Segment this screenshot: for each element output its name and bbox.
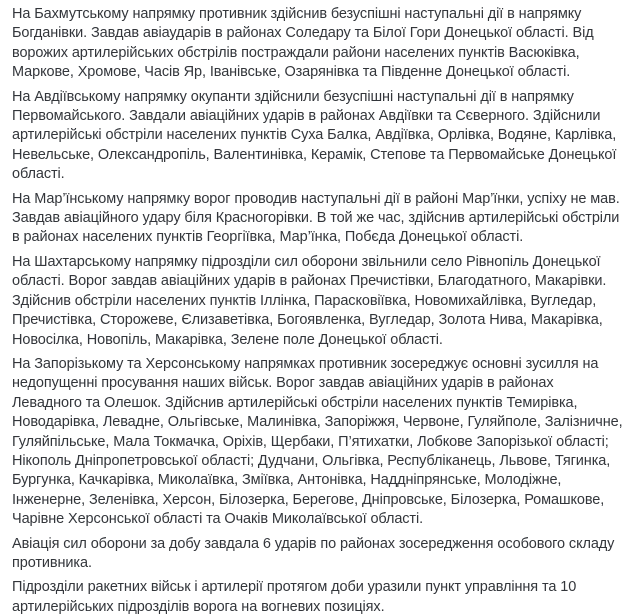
paragraph-zaporizhzhia-kherson-direction: На Запорізькому та Херсонському напрямках противник зосереджує основні зусилля на недопущенні просування наших військ. Ворог завдав авіаційних ударів в районах Левадного та Олешок. Здійснив артилерійські обстріли населених пунктів Темирівка, Новодарівка, Левадне, Ольгівське, Малинівка, Запоріжжя, Червоне, Гуляйполе, Залізничне, Гуляйпільське, Мала Токмачка, Оріхів, Щербаки, П’ятихатки, Лобкове Запорізької області; Нікополь Дніпропетровської області; Дудчани, Ольгівка, Республіканець, Львове, Тягинка, Бургунка, Качкарівка, Миколаївка, Зміївка, Антонівка, Наддніпрянське, Молодіжне, Інженерне, Зеленівка, Херсон, Білозерка, Берегове, Дніпровське, Білозерка, Ромашкове, Чарівне Херсонської області та Очаків Миколаївської області. — [12, 355, 623, 528]
paragraph-marinka-direction: На Мар’їнському напрямку ворог проводив наступальні дії в районі Мар’їнки, успіху не мав. Завдав авіаційного удару біля Красногорівки. В той же час, здійснив артилерійські обстріли в районах населених пунктів Георгіївка, Мар’їнка, Побєда Донецької області. — [12, 190, 620, 246]
paragraph-avdiivka-direction: На Авдіївському напрямку окупанти здійснили безуспішні наступальні дії в напрямку Первомайського. Завдали авіаційних ударів в районах Авдіївки та Сєверного. Здійснили артилерійські обстріли населених пунктів Суха Балка, Авдіївка, Орлівка, Водяне, Карлівка, Невельське, Олександропіль, Валентинівка, Керамік, Степове та Первомайське Донецької області. — [12, 88, 617, 183]
paragraph-aviation-strikes: Авіація сил оборони за добу завдала 6 ударів по районах зосередження особового складу противника. — [12, 535, 615, 571]
paragraph-bakhmut-direction: На Бахмутському напрямку противник здійснив безуспішні наступальні дії в напрямку Богданівки. Завдав авіаударів в районах Соледару та Білої Гори Донецької області. Від ворожих артилерійських обстрілів постраждали райони населених пунктів Васюківка, Маркове, Хромове, Часів Яр, Іванівське, Озарянівка та Південне Донецької області. — [12, 6, 594, 81]
paragraph-shakhtarsk-direction: На Шахтарському напрямку підрозділи сил оборони звільнили село Рівнопіль Донецької області. Ворог завдав авіаційних ударів в районах Пречистівки, Благодатного, Макарівки. Здійснив обстріли населених пунктів Іллінка, Парасковіївка, Новомихайлівка, Вугледар, Пречистівка, Сторожеве, Єлизаветівка, Богоявленка, Вугледар, Золота Нива, Макарівка, Новосілка, Новопіль, Макарівка, Зелене поле Донецької області. — [12, 253, 607, 348]
paragraph-missile-artillery-strikes: Підрозділи ракетних військ і артилерії протягом доби уразили пункт управління та 10 артилерійських підрозділів ворога на вогневих позиціях. — [12, 579, 577, 614]
